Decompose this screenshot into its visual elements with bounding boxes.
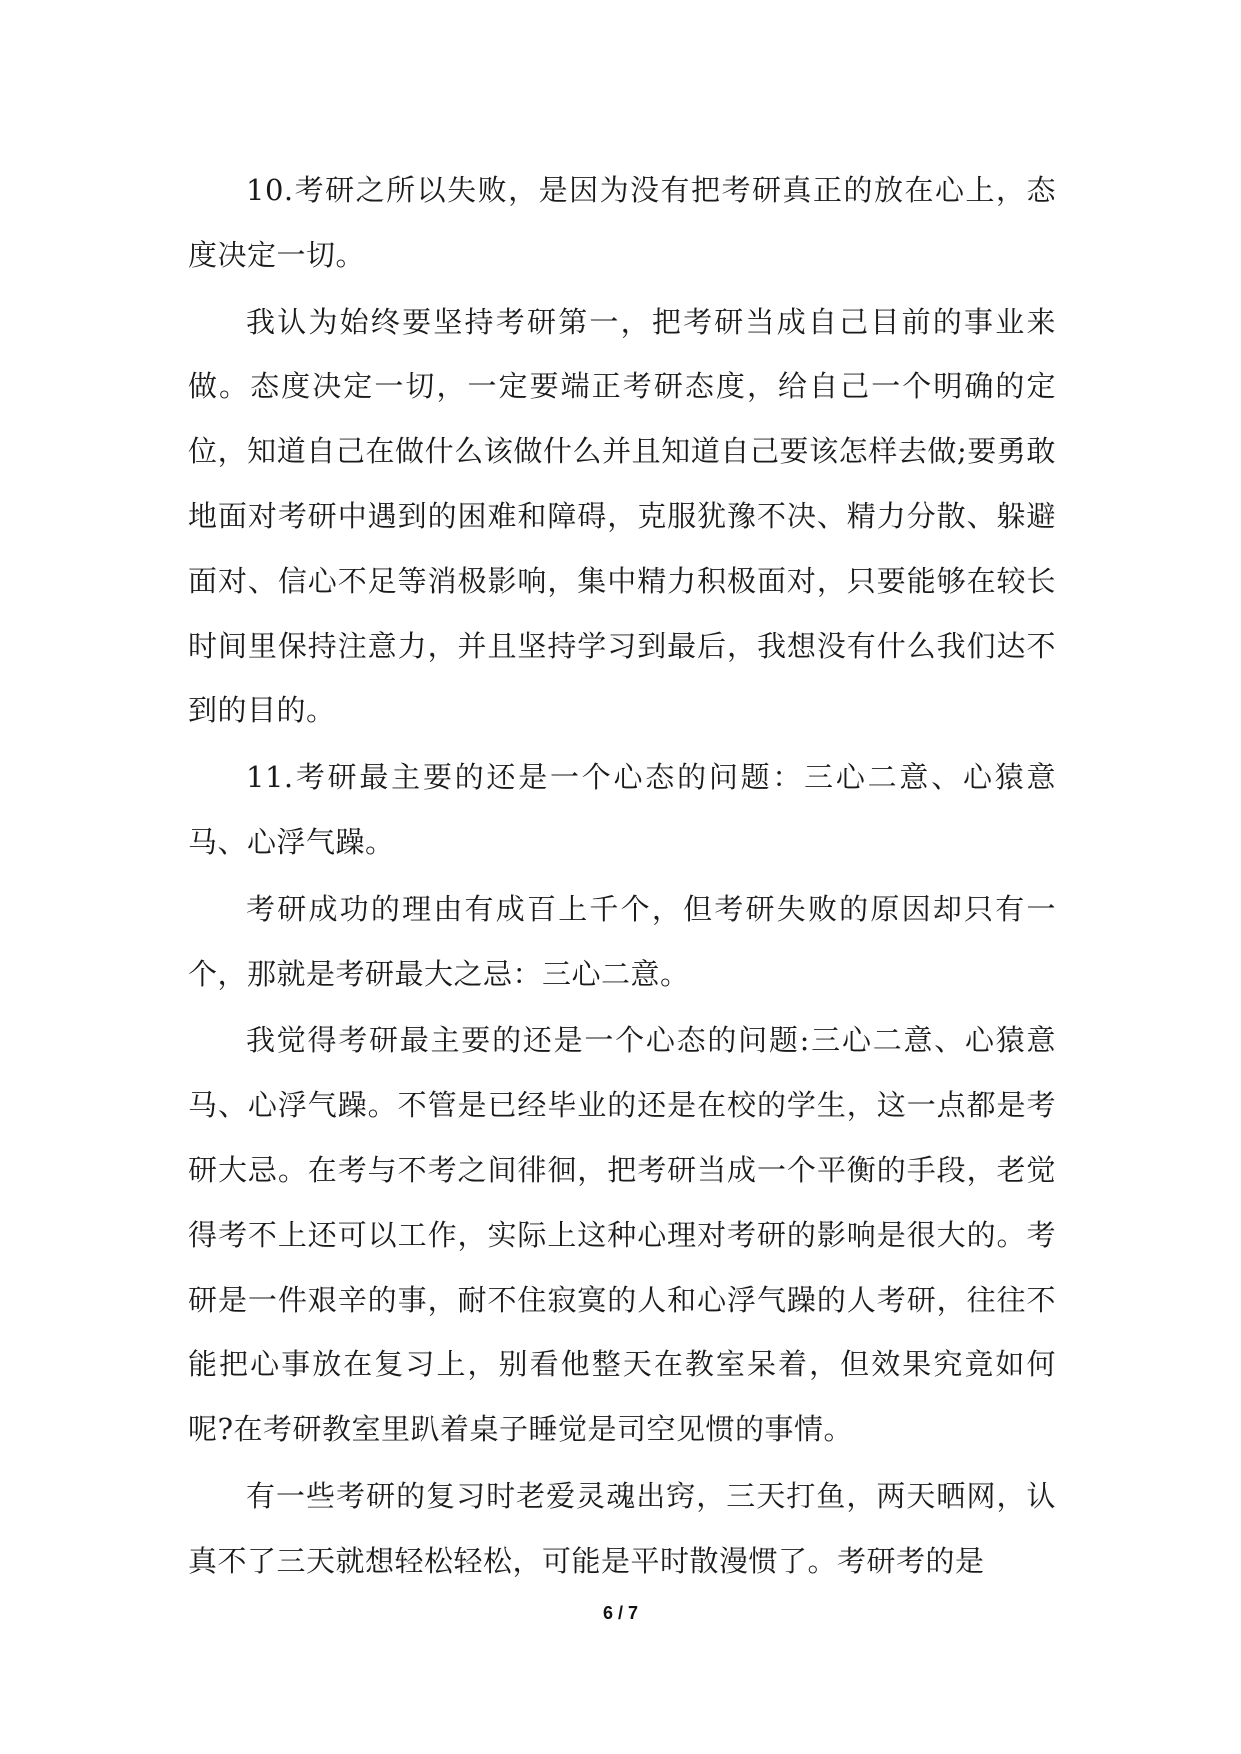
page-number: 6 / 7 xyxy=(602,1603,639,1623)
paragraph-10: 10.考研之所以失败，是因为没有把考研真正的放在心上，态度决定一切。 xyxy=(188,173,1056,272)
body-text xyxy=(188,158,1056,1596)
paragraph-11: 11.考研最主要的还是一个心态的问题：三心二意、心猿意马、心浮气躁。 xyxy=(188,760,1056,859)
paragraph-attitude: 我认为始终要坚持考研第一，把考研当成自己目前的事业来做。态度决定一切，一定要端正考研态度，给自己一个明确的定位，知道自己在做什么该做什么并且知道自己要该怎样去做;要勇敢地面对考研中遇到的困难和障碍，克服犹豫不决、精力分散、躲避面对、信心不足等消极影响，集中精力积极面对，只要能够在较长时间里保持注意力，并且坚持学习到最后，我想没有什么我们达不到的目的。 xyxy=(188,304,1056,728)
paragraph-success-reasons: 考研成功的理由有成百上千个，但考研失败的原因却只有一个，那就是考研最大之忌：三心二意。 xyxy=(188,891,1056,991)
paragraph-distraction: 有一些考研的复习时老爱灵魂出窍，三天打鱼，两天晒网，认真不了三天就想轻松轻松，可能是平时散漫惯了。考研考的是 xyxy=(188,1478,1056,1578)
paragraph-mindset: 我觉得考研最主要的还是一个心态的问题:三心二意、心猿意马、心浮气躁。不管是已经毕业的还是在校的学生，这一点都是考研大忌。在考与不考之间徘徊，把考研当成一个平衡的手段，老觉得考不上还可以工作，实际上这种心理对考研的影响是很大的。考研是一件艰辛的事，耐不住寂寞的人和心浮气躁的人考研，往往不能把心事放在复习上，别看他整天在教室呆着，但效果究竟如何呢?在考研教室里趴着桌子睡觉是司空见惯的事情。 xyxy=(188,1023,1056,1447)
